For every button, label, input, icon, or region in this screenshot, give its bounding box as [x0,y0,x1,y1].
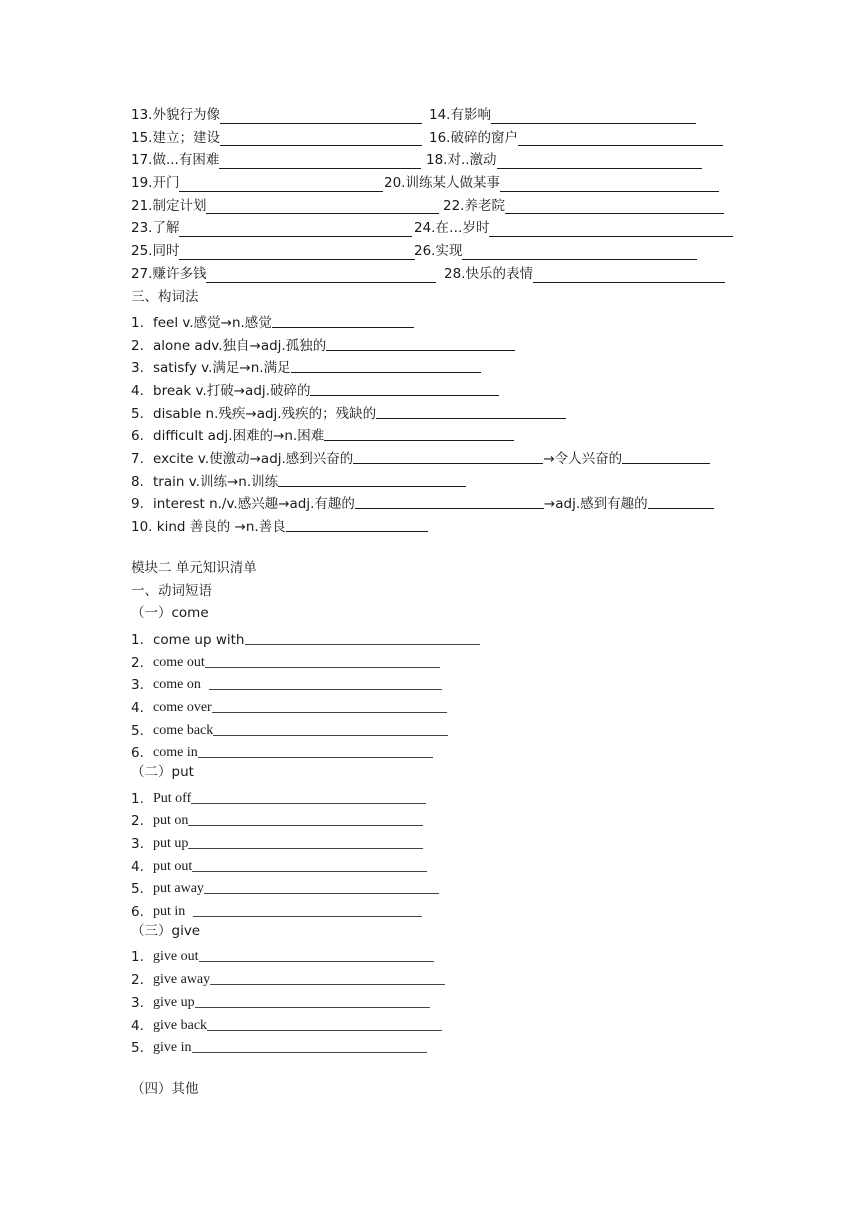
item-number: 6. [131,428,144,445]
answer-blank[interactable] [206,266,436,283]
answer-blank[interactable] [326,334,515,351]
phrase-row [131,172,731,195]
answer-blank[interactable] [245,628,480,645]
list-item [131,512,731,535]
answer-blank[interactable] [533,266,725,283]
list-item [131,784,731,807]
item-text: come up with [153,631,245,648]
list-item [131,422,731,445]
list-item [131,331,731,354]
item-text: put away [153,881,204,897]
phrase-label: 23.了解 [131,220,180,237]
item-number: 4. [131,382,144,399]
answer-blank[interactable] [199,945,434,962]
item-number: 9. [131,496,144,513]
answer-blank[interactable] [497,152,702,169]
answer-blank[interactable] [518,129,723,146]
answer-blank[interactable] [462,243,697,260]
item-number: 5. [131,881,144,898]
answer-blank[interactable] [376,402,566,419]
answer-blank[interactable] [192,855,427,872]
answer-blank[interactable] [291,356,481,373]
item-extra-text: →令人兴奋的 [543,451,623,467]
phrase-label: 26.实现 [414,243,463,260]
list-item [131,444,731,467]
group-title: （一）come [131,605,209,622]
list-item [131,467,731,490]
answer-blank[interactable] [198,741,433,758]
answer-blank[interactable] [188,809,423,826]
answer-blank[interactable] [500,175,719,192]
phrase-row [131,127,731,150]
list-item [131,739,731,762]
item-text: give up [153,994,195,1010]
item-text: break v.打破→adj.破碎的 [153,382,311,399]
list-item [131,490,731,513]
section-title: 一、动词短语 [131,582,212,599]
item-text: come in [153,745,198,761]
list-item [131,1011,731,1034]
item-number: 1. [131,314,144,331]
answer-blank[interactable] [220,107,422,124]
item-number: 4. [131,858,144,875]
item-text: come back [153,722,214,738]
item-text: excite v.使激动→adj.感到兴奋的 [153,451,354,467]
item-number: 4. [131,1017,144,1034]
list-item [131,852,731,875]
item-text: put on [153,813,189,829]
list-item [131,399,731,422]
answer-blank[interactable] [286,515,428,532]
list-item [131,829,731,852]
phrase-label: 17.做...有困难 [131,152,220,169]
item-number: 6. [131,745,144,762]
answer-blank[interactable] [355,492,544,509]
list-item [131,807,731,830]
item-text: give in [153,1040,192,1056]
phrase-row [131,263,731,286]
answer-blank[interactable] [324,424,514,441]
answer-blank[interactable] [310,379,499,396]
item-text: give out [153,949,199,965]
list-item [131,943,731,966]
item-number: 3. [131,836,144,852]
answer-blank[interactable] [207,1014,442,1031]
list-item [131,308,731,331]
group-title: （四）其他 [131,1081,199,1098]
phrase-label: 27.赚许多钱 [131,265,207,282]
answer-blank[interactable] [272,311,414,328]
list-item [131,625,731,648]
answer-blank[interactable] [195,991,430,1008]
answer-blank[interactable] [188,832,423,849]
list-item [131,354,731,377]
answer-blank[interactable] [622,447,710,464]
item-number: 8. [131,473,144,490]
item-number: 1. [131,790,144,807]
answer-blank[interactable] [209,673,442,690]
item-text: satisfy v.满足→n.满足 [153,360,291,377]
group-title: （二）put [131,764,194,781]
answer-blank[interactable] [193,900,422,917]
list-item [131,897,731,920]
module-title: 模块二 单元知识清单 [131,560,257,577]
item-number: 1. [131,949,144,966]
answer-blank[interactable] [179,175,383,192]
list-item [131,693,731,716]
item-text: come on [153,677,201,693]
item-text: give away [153,972,211,988]
answer-blank[interactable] [204,877,439,894]
phrase-label: 22.养老院 [443,197,505,214]
item-text: 10. kind 善良的 →n.善良 [131,519,286,536]
item-text: interest n./v.感兴趣→adj.有趣的 [153,496,355,513]
answer-blank[interactable] [353,447,543,464]
answer-blank[interactable] [179,220,412,237]
phrase-label: 20.训练某人做某事 [384,175,500,192]
answer-blank[interactable] [205,651,440,668]
item-number: 2. [131,813,144,830]
item-number: 3. [131,360,144,377]
item-number: 5. [131,1040,144,1057]
item-number: 6. [131,904,144,921]
phrase-label: 24.在…岁时 [414,220,490,237]
item-number: 5. [131,722,144,739]
item-text: Put off [153,790,192,806]
answer-blank[interactable] [278,470,466,487]
item-text: come out [153,654,205,670]
list-item [131,376,731,399]
phrase-label: 19.开门 [131,175,180,192]
answer-blank[interactable] [192,1036,427,1053]
item-text: difficult adj.困难的→n.困难 [153,428,325,445]
item-number: 3. [131,677,144,694]
item-number: 2. [131,654,144,671]
item-text: put up [153,836,189,851]
answer-blank[interactable] [648,492,714,509]
answer-blank[interactable] [179,243,415,260]
answer-blank[interactable] [491,107,696,124]
section-title: 三、构词法 [131,288,199,305]
item-text: feel v.感觉→n.感觉 [153,314,272,331]
answer-blank[interactable] [505,197,724,214]
answer-blank[interactable] [489,220,733,237]
phrase-row [131,104,731,127]
phrase-label: 16.破碎的窗户 [429,129,518,146]
item-text: come over [153,699,212,715]
item-text: put out [153,858,193,874]
item-text: train v.训练→n.训练 [153,473,279,490]
answer-blank[interactable] [213,719,448,736]
phrase-label: 13.外貌行为像 [131,106,220,123]
answer-blank[interactable] [219,152,421,169]
phrase-row [131,149,731,172]
item-text: disable n.残疾→adj.残疾的；残缺的 [153,405,377,422]
item-text: give back [153,1017,208,1033]
answer-blank[interactable] [206,197,439,214]
phrase-label: 21.制定计划 [131,197,207,214]
answer-blank[interactable] [212,696,447,713]
phrase-row [131,240,731,263]
phrase-row [131,217,731,240]
item-number: 5. [131,405,144,422]
item-number: 2. [131,337,144,354]
worksheet-content [131,104,731,1101]
phrase-label: 14.有影响 [429,106,491,123]
item-number: 2. [131,972,144,989]
list-item [131,716,731,739]
item-number: 1. [131,631,144,648]
phrase-row [131,195,731,218]
list-item [131,965,731,988]
answer-blank[interactable] [191,787,426,804]
phrase-label: 25.同时 [131,243,180,260]
item-number: 3. [131,994,144,1011]
list-item [131,875,731,898]
item-text: alone adv.独自→adj.孤独的 [153,337,327,354]
list-item [131,648,731,671]
item-text: put in [153,904,186,920]
answer-blank[interactable] [220,129,422,146]
phrase-label: 18.对..激动 [426,152,497,169]
list-item [131,1034,731,1057]
list-item [131,671,731,694]
phrase-label: 15.建立；建设 [131,129,220,146]
item-extra-text: →adj.感到有趣的 [543,496,648,513]
item-number: 4. [131,699,144,716]
group-title: （三）give [131,923,201,940]
answer-blank[interactable] [210,968,445,985]
phrase-label: 28.快乐的表情 [444,265,533,282]
item-number: 7. [131,451,144,467]
list-item [131,988,731,1011]
